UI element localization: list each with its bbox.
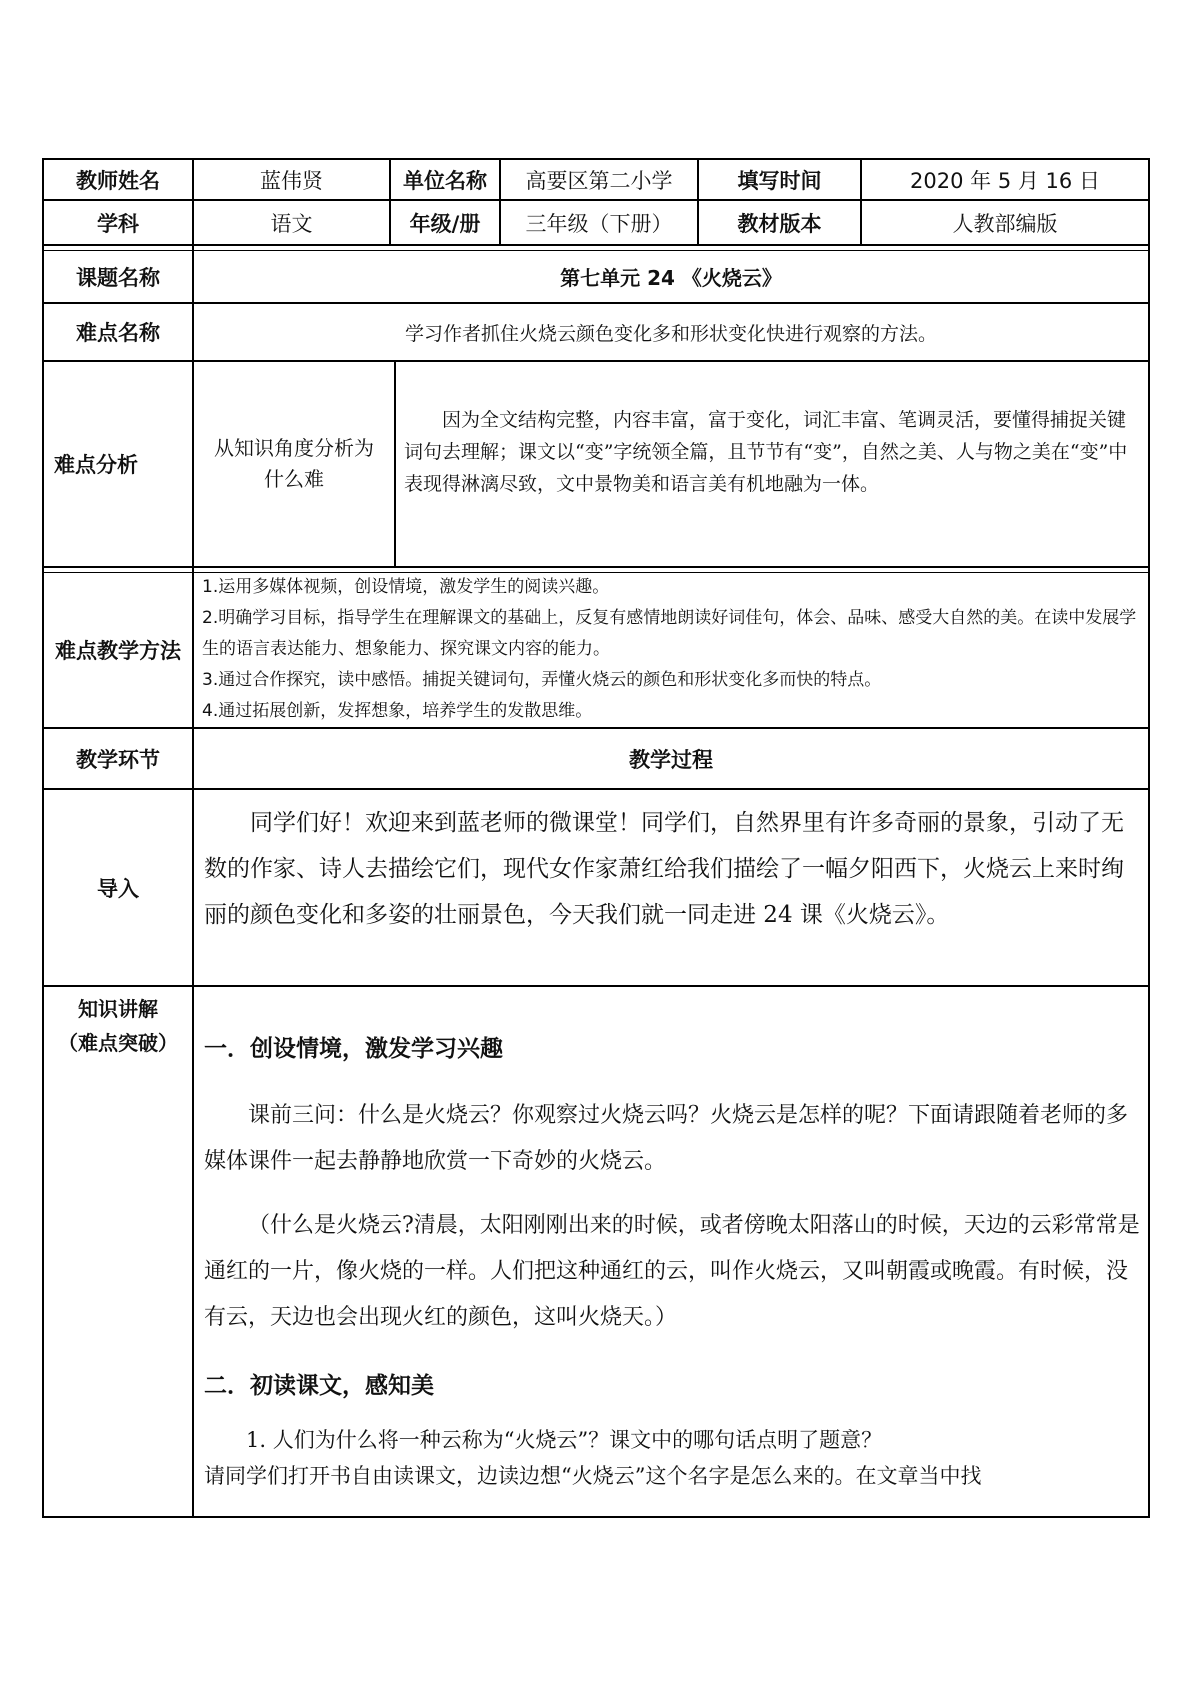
- row-divider: [42, 788, 1149, 790]
- table-border-bottom: [42, 1516, 1149, 1518]
- knowledge-label-line1: 知识讲解: [78, 997, 158, 1021]
- topic-label: 课题名称: [76, 265, 160, 290]
- table-border-right: [1148, 158, 1150, 1518]
- topic-value: 第七单元 24 《火烧云》: [560, 266, 782, 290]
- intro-label: 导入: [97, 876, 139, 901]
- knowledge-content: [204, 1030, 1142, 1494]
- fill-date-label: 填写时间: [737, 168, 822, 193]
- knowledge-label-line2: （难点突破）: [58, 1031, 178, 1055]
- paragraph-intro-questions: 课前三问：什么是火烧云？你观察过火烧云吗？火烧云是怎样的呢？下面请跟随着老师的多媒体课件一起去静静地欣赏一下奇妙的火烧云。: [204, 1103, 1129, 1174]
- grade-label: 年级/册: [409, 211, 481, 236]
- knowledge-label: [44, 992, 192, 1060]
- edition-label: 教材版本: [737, 211, 822, 236]
- difficulty-value: 学习作者抓住火烧云颜色变化多和形状变化快进行观察的方法。: [404, 322, 937, 345]
- column-divider: [394, 362, 396, 567]
- methods-item: 4.通过拓展创新，发挥想象，培养学生的发散思维。: [202, 701, 593, 721]
- unit-name-label: 单位名称: [403, 168, 487, 193]
- stage-label: 教学环节: [76, 747, 160, 772]
- unit-name-value: 高要区第二小学: [525, 168, 673, 193]
- analysis-label: 难点分析: [54, 453, 138, 477]
- methods-item: 3.通过合作探究，读中感悟。捕捉关键词句，弄懂火烧云的颜色和形状变化多而快的特点。: [202, 670, 882, 690]
- question-1: 1. 人们为什么将一种云称为“火烧云”？课文中的哪句话点明了题意？: [246, 1428, 883, 1452]
- subject-value: 语文: [270, 211, 313, 236]
- subject-label: 学科: [97, 211, 139, 236]
- methods-item: 1.运用多媒体视频，创设情境，激发学生的阅读兴趣。: [202, 577, 610, 597]
- intro-text: 同学们好！欢迎来到蓝老师的微课堂！同学们，自然界里有许多奇丽的景象，引动了无数的作家、诗人去描绘它们，现代女作家萧红给我们描绘了一幅夕阳西下，火烧云上来时绚丽的颜色变化和多姿的壮丽景色，今天我们就一同走进 24 课《火烧云》。: [204, 810, 1124, 928]
- teacher-name-label: 教师姓名: [76, 168, 160, 193]
- row-divider: [42, 985, 1149, 987]
- process-label: 教学过程: [629, 747, 713, 772]
- paragraph-definition: （什么是火烧云?清晨，太阳刚刚出来的时候，或者傍晚太阳落山的时候，天边的云彩常常是通红的一片，像火烧的一样。人们把这种通红的云，叫作火烧云，又叫朝霞或晚霞。有时候，没有云，天边也会出现火红的颜色，这叫火烧天。）: [204, 1213, 1140, 1330]
- row-divider: [42, 244, 1149, 246]
- section-heading-2: 二．初读课文，感知美: [204, 1373, 434, 1399]
- methods-label: 难点教学方法: [55, 639, 181, 663]
- instruction-text: 请同学们打开书自由读课文，边读边想“火烧云”这个名字是怎么来的。在文章当中找: [204, 1464, 982, 1488]
- edition-value: 人教部编版: [952, 211, 1058, 236]
- fill-date-value: 2020 年 5 月 16 日: [910, 168, 1100, 193]
- methods-list: [202, 572, 1142, 727]
- grade-value: 三年级（下册）: [525, 211, 673, 236]
- methods-item: 2.明确学习目标，指导学生在理解课文的基础上，反复有感情地朗读好词佳句，体会、品味、感受大自然的美。在读中发展学生的语言表达能力、想象能力、探究课文内容的能力。: [202, 608, 1137, 659]
- section-heading-1: 一．创设情境，激发学习兴趣: [204, 1036, 503, 1062]
- analysis-sub-label: 从知识角度分析为什么难: [214, 436, 374, 491]
- row-divider: [42, 566, 1149, 568]
- teacher-name-value: 蓝伟贤: [260, 168, 323, 193]
- difficulty-label: 难点名称: [76, 321, 160, 345]
- analysis-text: 因为全文结构完整，内容丰富，富于变化，词汇丰富、笔调灵活，要懂得捕捉关键词句去理解；课文以“变”字统领全篇，且节节有“变”，自然之美、人与物之美在“变”中表现得淋漓尽致，文中景物美和语言美有机地融为一体。: [404, 409, 1128, 495]
